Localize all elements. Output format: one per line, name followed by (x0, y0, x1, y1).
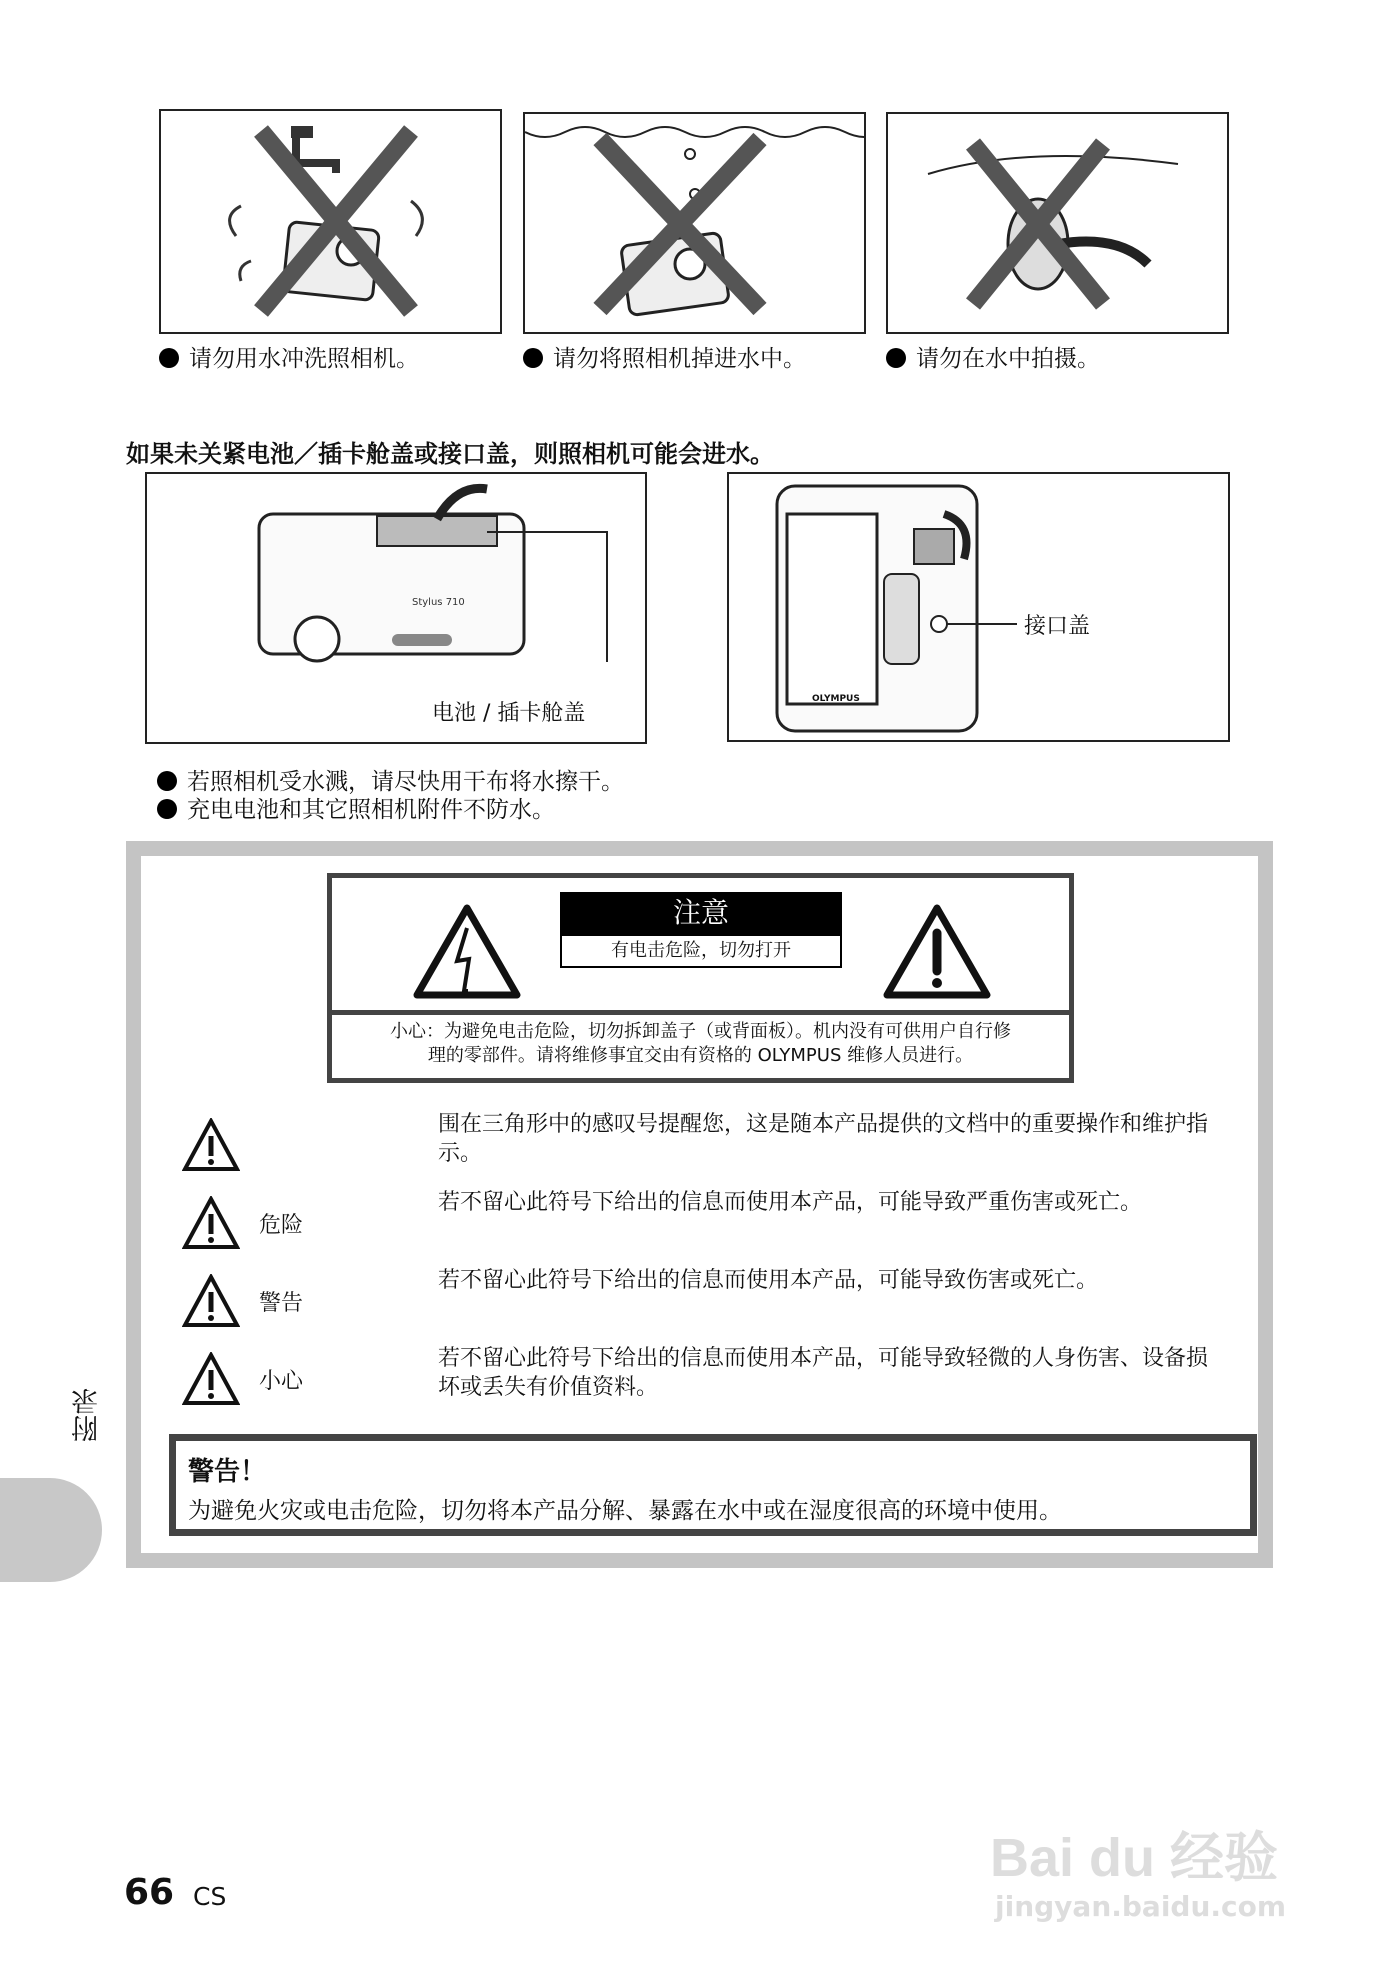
caution-subtitle: 有电击危险，切勿打开 (560, 934, 842, 968)
underwater-photography-illustration (888, 114, 1227, 332)
exclamation-triangle-icon (182, 1118, 240, 1172)
bullet-icon (157, 799, 177, 819)
caution-label: 小心 (259, 1369, 304, 1394)
connector-cover-diagram (727, 472, 1230, 742)
warning-text: 为避免火灾或电击危险，切勿将本产品分解、暴露在水中或在湿度很高的环境中使用。 (188, 1498, 1062, 1524)
danger-label: 危险 (259, 1213, 304, 1238)
caution-title: 注意 (560, 892, 842, 934)
caption-drop (523, 340, 806, 373)
caution-box (327, 873, 1074, 1083)
caution-triangle-icon (182, 1352, 240, 1406)
danger-description: 若不留心此符号下给出的信息而使用本产品，可能导致严重伤害或死亡。 (438, 1190, 1143, 1215)
bullet-icon (157, 771, 177, 791)
caution-text-line: 小心：为避免电击危险，切勿拆卸盖子（或背面板）。机内没有可供用户自行修 (390, 1021, 1011, 1042)
baidu-watermark-logo: Bai du 经验 (990, 1828, 1279, 1888)
warning-triangle-icon (182, 1274, 240, 1328)
camera-brand-text: Stylus 710 (412, 597, 465, 608)
illustration-underwater (886, 112, 1229, 334)
caption-text: 请勿在水中拍摄。 (916, 346, 1100, 372)
bullet-icon (159, 348, 179, 368)
divider (332, 1010, 1069, 1015)
note-text: 充电电池和其它照相机附件不防水。 (187, 797, 555, 823)
caption-text: 请勿用水冲洗照相机。 (189, 346, 419, 372)
illustration-rinse (159, 109, 502, 334)
camera-back-view-illustration (729, 474, 1228, 740)
warning-title: 警告！ (188, 1457, 267, 1487)
warning-description: 若不留心此符号下给出的信息而使用本产品，可能导致伤害或死亡。 (438, 1268, 1099, 1293)
fire-shock-warning-box (169, 1434, 1257, 1536)
caption-rinse (159, 340, 419, 373)
caution-text-line: 理的零部件。请将维修事宜交由有资格的 OLYMPUS 维修人员进行。 (427, 1045, 974, 1066)
warning-label: 警告 (259, 1291, 304, 1316)
caution-text (332, 1020, 1069, 1068)
caption-text: 请勿将照相机掉进水中。 (553, 346, 806, 372)
battery-cover-label: 电池 / 插卡舱盖 (432, 701, 586, 726)
connector-cover-label: 接口盖 (1024, 614, 1091, 639)
bullet-icon (886, 348, 906, 368)
language-code: CS (193, 1882, 227, 1911)
danger-triangle-icon (182, 1196, 240, 1250)
battery-cover-diagram (145, 472, 647, 744)
electric-shock-warning-icon (412, 903, 522, 1001)
camera-under-tap-illustration (161, 111, 500, 332)
bullet-icon (523, 348, 543, 368)
note-item (157, 791, 555, 824)
caption-underwater (886, 340, 1100, 373)
section-tab-label: 附录 (72, 1388, 103, 1442)
symbol-description: 围在三角形中的感叹号提醒您，这是随本产品提供的文档中的重要操作和维护指示。 (438, 1112, 1209, 1166)
section-tab (0, 1478, 102, 1582)
baidu-watermark-url: jingyan.baidu.com (995, 1890, 1287, 1923)
camera-brand-text: OLYMPUS (812, 694, 860, 704)
camera-dropped-in-water-illustration (525, 114, 864, 332)
page-number: 66 (124, 1872, 175, 1913)
note-text: 若照相机受水溅，请尽快用干布将水擦干。 (187, 769, 624, 795)
section-heading: 如果未关紧电池／插卡舱盖或接口盖，则照相机可能会进水。 (126, 440, 774, 468)
caution-description: 若不留心此符号下给出的信息而使用本产品，可能导致轻微的人身伤害、设备损坏或丢失有价值资料。 (438, 1346, 1209, 1400)
illustration-drop (523, 112, 866, 334)
exclamation-warning-icon (882, 903, 992, 1001)
